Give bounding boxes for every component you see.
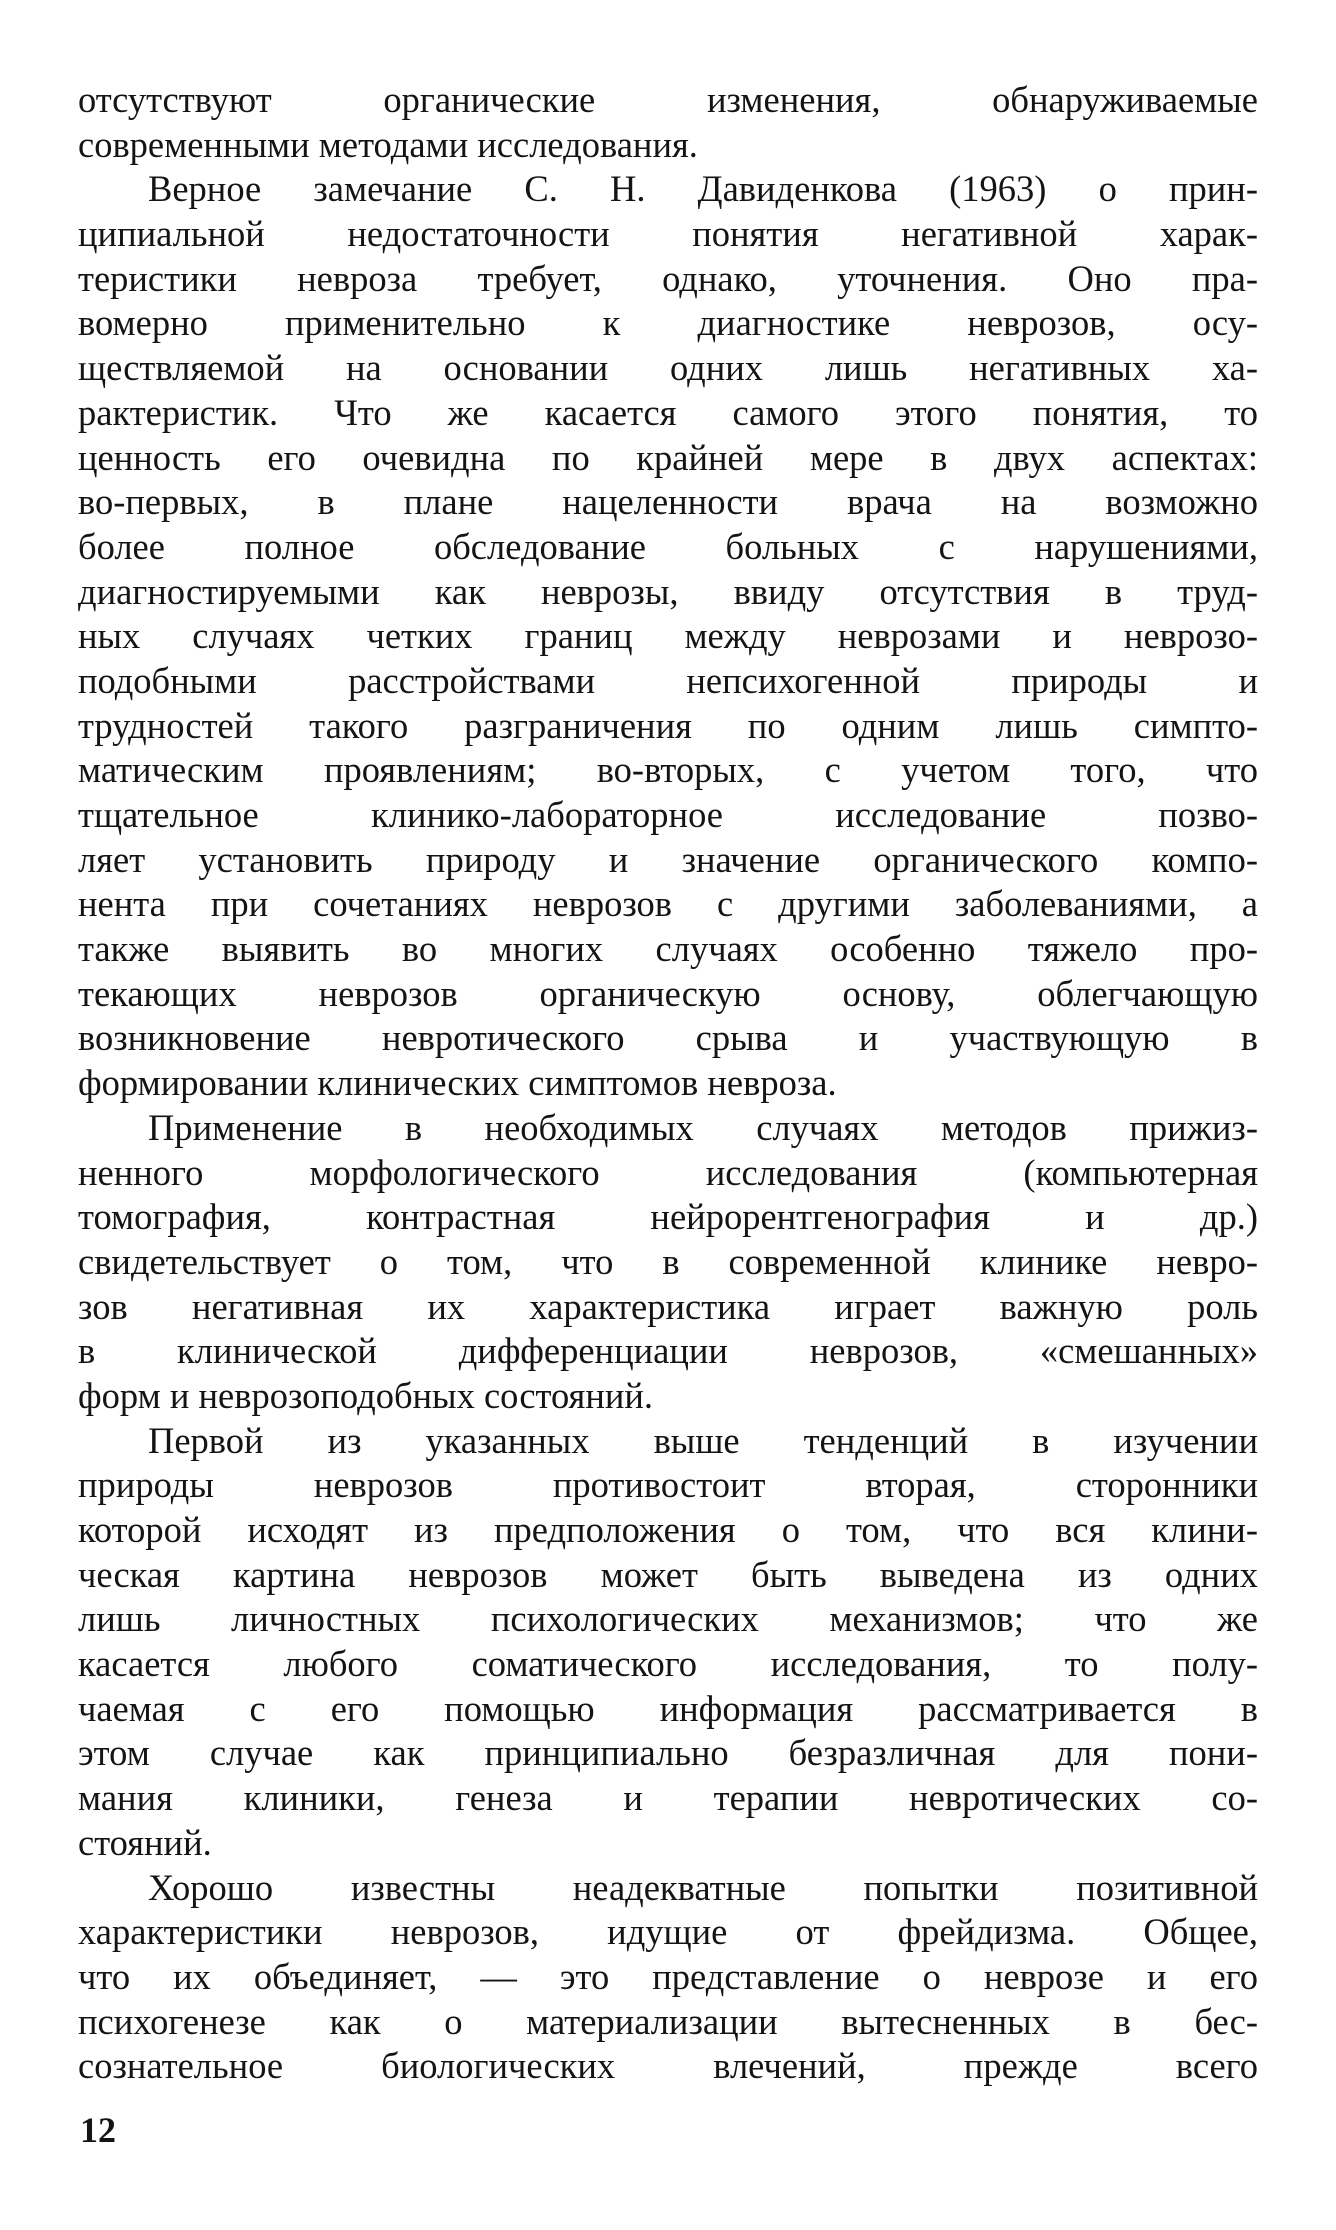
text-line: трудностей такого разграничения по одним лишь симпто-	[78, 704, 1258, 746]
text-line: касается любого соматического исследования, то полу-	[78, 1643, 1258, 1685]
text-line: характеристики неврозов, идущие от фрейдизма. Общее,	[78, 1911, 1258, 1953]
text-line: томография, контрастная нейрорентгенография и др.)	[78, 1196, 1258, 1238]
text-line: возникновение невротического срыва и участвующую в	[78, 1017, 1258, 1059]
text-line: свидетельствует о том, что в современной клинике невро-	[78, 1240, 1258, 1282]
text-line: тщательное клинико-лабораторное исследование позво-	[78, 794, 1258, 835]
paragraph	[78, 1106, 1258, 1419]
text-line: ципиальной недостаточности понятия негативной харак-	[78, 213, 1258, 255]
text-line: мания клиники, генеза и терапии невротических со-	[78, 1777, 1258, 1819]
text-line: форм и неврозоподобных состояний.	[78, 1374, 654, 1416]
text-line: отсутствуют органические изменения, обнаруживаемые	[78, 79, 1258, 120]
text-line: лишь личностных психологических механизмов; что же	[78, 1598, 1258, 1640]
text-line: сознательное биологических влечений, прежде всего	[78, 2045, 1258, 2087]
text-line: рактеристик. Что же касается самого этого понятия, то	[78, 391, 1258, 433]
text-line: ществляемой на основании одних лишь негативных ха-	[78, 347, 1258, 389]
paragraph	[78, 167, 1258, 1105]
text-line: современными методами исследования.	[78, 123, 698, 165]
text-line: формировании клинических симптомов невроза.	[78, 1062, 837, 1104]
page-number: 12	[80, 2110, 116, 2150]
text-line: подобными расстройствами непсихогенной природы и	[78, 659, 1258, 701]
text-line: Применение в необходимых случаях методов прижиз-	[148, 1106, 1258, 1148]
text-line: ненного морфологического исследования (компьютерная	[78, 1151, 1258, 1193]
text-line: ценность его очевидна по крайней мере в двух аспектах:	[78, 436, 1258, 478]
text-line: этом случае как принципиально безразличная для пони-	[78, 1732, 1258, 1774]
text-line: зов негативная их характеристика играет важную роль	[78, 1285, 1258, 1327]
text-line: Верное замечание С. Н. Давиденкова (1963) о прин-	[148, 168, 1258, 210]
book-page-text	[78, 78, 1258, 2089]
text-line: в клинической дифференциации неврозов, «смешанных»	[78, 1330, 1258, 1372]
text-line: во-первых, в плане нацеленности врача на возможно	[78, 481, 1258, 523]
text-line: природы неврозов противостоит вторая, сторонники	[78, 1464, 1258, 1506]
text-line: Первой из указанных выше тенденций в изучении	[148, 1419, 1258, 1461]
text-line: также выявить во многих случаях особенно тяжело про-	[78, 928, 1258, 970]
text-line: ческая картина неврозов может быть выведена из одних	[78, 1553, 1258, 1595]
text-line: психогенезе как о материализации вытесненных в бес-	[78, 2000, 1258, 2042]
text-line: нента при сочетаниях неврозов с другими заболеваниями, а	[78, 883, 1258, 925]
text-line: ляет установить природу и значение органического компо-	[78, 838, 1258, 880]
text-line: вомерно применительно к диагностике неврозов, осу-	[78, 302, 1258, 344]
paragraph	[78, 78, 1258, 167]
paragraph	[78, 1866, 1258, 2089]
text-line: что их объединяет, — это представление о неврозе и его	[78, 1955, 1258, 1997]
text-line: текающих неврозов органическую основу, облегчающую	[78, 972, 1258, 1014]
text-line: ных случаях четких границ между неврозами и неврозо-	[78, 615, 1258, 657]
text-line: стояний.	[78, 1821, 212, 1863]
text-line: более полное обследование больных с нарушениями,	[78, 525, 1258, 567]
text-line: которой исходят из предположения о том, что вся клини-	[78, 1509, 1258, 1550]
text-line: чаемая с его помощью информация рассматривается в	[78, 1687, 1258, 1729]
text-line: диагностируемыми как неврозы, ввиду отсутствия в труд-	[78, 570, 1258, 612]
text-line: Хорошо известны неадекватные попытки позитивной	[148, 1866, 1258, 1908]
paragraph	[78, 1419, 1258, 1866]
text-line: матическим проявлениям; во-вторых, с учетом того, что	[78, 749, 1258, 791]
text-line: теристики невроза требует, однако, уточнения. Оно пра-	[78, 257, 1258, 299]
